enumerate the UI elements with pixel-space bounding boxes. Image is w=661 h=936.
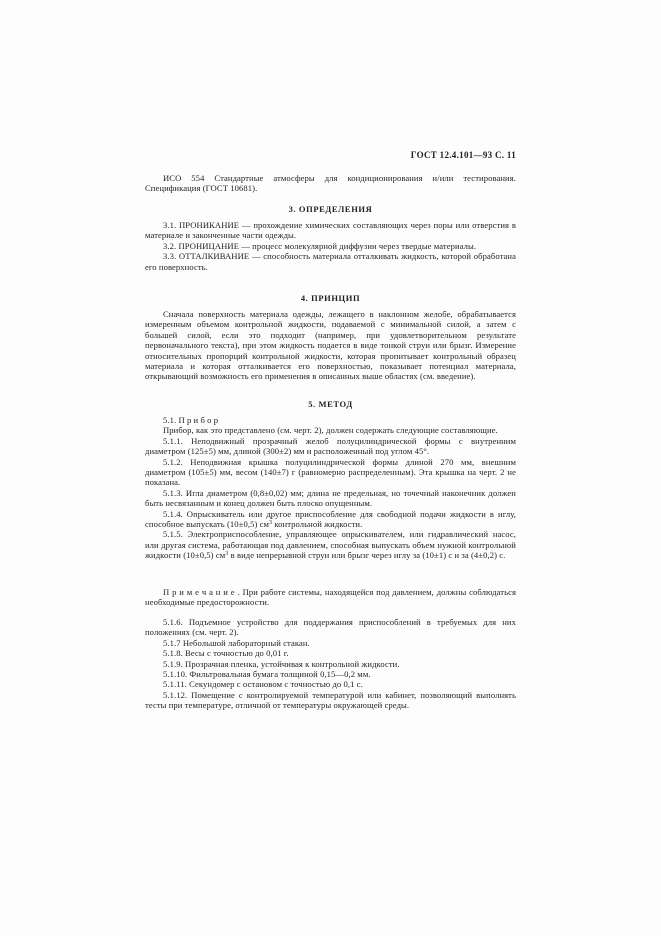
apparatus-heading [145, 415, 516, 425]
apparatus-intro: Прибор, как это представлено (см. черт. 2), должен содержать следующие составляющие. [163, 425, 498, 436]
intro-block [145, 173, 516, 194]
page-header: ГОСТ 12.4.101—93 С. 11 [410, 150, 516, 160]
item-5-1-9: 5.1.9. Прозрачная пленка, устойчивая к контрольной жидкости. [163, 658, 400, 669]
iso-reference: ИСО 554 Стандартные атмосферы для кондиционирования и/или тестирования. Спецификация (ГОСТ 10681). [145, 173, 516, 194]
principle-text: Сначала поверхность материала одежды, лежащего в наклонном желобе, обрабатывается измеренным объемом контрольной жидкости, подаваемой с минимальной силой, а затем с большей силой, если это подходит (например, при удовлетворительном результате первоначального текста), при этом жидкость подается в виде тонкой струи или брызг. Измерение относительных пропорций контрольной жидкости, которая пропитывает контрольный образец материала и которая отталкивается его поверхностью, показывает потенциал материала, открывающий возможность его применения в описанных выше областях (см. введение). [145, 309, 516, 382]
item-5-1-8: 5.1.8. Весы с точностью до 0,01 г. [163, 648, 289, 659]
note-label: П р и м е ч а н и е . [163, 587, 240, 597]
note-block [145, 587, 516, 608]
item-5-1-10: 5.1.10. Фильтровальная бумага толщиной 0,15—0,2 мм. [163, 669, 371, 680]
apparatus-label: 5.1. П р и б о р [163, 415, 219, 425]
item-5-1-6: 5.1.6. Подъемное устройство для поддержания приспособлений в требуемых для них положениях (см. черт. 2). [145, 617, 516, 638]
item-5-1-5-tail: в виде непрерывной струи или брызг через иглу за (10±1) с и за (4±0,2) с. [228, 550, 506, 561]
item-5-1-5 [145, 529, 516, 560]
item-5-1-7: 5.1.7 Небольшой лабораторный стакан. [163, 637, 310, 648]
section-3-body [145, 220, 516, 272]
section-5-body [145, 415, 516, 561]
definition-permeation: 3.2. ПРОНИЦАНИЕ — процесс молекулярной диффузии через твердые материалы. [163, 240, 477, 251]
item-5-1-11: 5.1.11. Секундомер с остановом с точностью до 0,1 с. [163, 679, 363, 690]
item-5-1-2: 5.1.2. Неподвижная крышка полуцилиндрической формы длиной 270 мм, внешним диаметром (105±5) мм, весом (140±7) г (равномерно распределенным). Эта крышка на черт. 2 не показана. [145, 456, 516, 488]
section-4-body [145, 309, 516, 382]
section-5-body-continued [145, 617, 516, 711]
item-5-1-4 [145, 509, 516, 530]
definition-penetration: 3.1. ПРОНИКАНИЕ — прохождение химических составляющих через поры или отверстия в материале и законченные части одежды. [145, 220, 516, 241]
definition-repellency: 3.3. ОТТАЛКИВАНИЕ — способность материала отталкивать жидкость, которой обработана его поверхность. [145, 251, 516, 272]
item-5-1-4-tail: контрольной жидкости. [272, 519, 363, 530]
item-5-1-12: 5.1.12. Помещение с контролируемой температурой или кабинет, позволяющий выполнять тесты при температуре, отличной от температуры окружающей среды. [145, 689, 516, 711]
item-5-1-5-superscript: 3 [225, 551, 229, 558]
section-3-title: 3. ОПРЕДЕЛЕНИЯ [288, 204, 373, 214]
note [145, 587, 516, 608]
section-5-title: 5. МЕТОД [308, 399, 353, 409]
section-4-title: 4. ПРИНЦИП [300, 293, 361, 303]
item-5-1-3: 5.1.3. Игла диаметром (0,8±0,02) мм; длина не предельная, но точечный наконечник должен быть несвязанным и конец должен быть плоско опущенным. [145, 487, 516, 509]
item-5-1-1: 5.1.1. Неподвижный прозрачный желоб полуцилиндрической формы с внутренним диаметром (125±5) мм, длиной (300±2) мм и расположенный под углом 45°. [145, 435, 516, 457]
item-5-1-4-superscript: 3 [269, 520, 273, 527]
item-5-1-4-text: 5.1.4. Опрыскиватель или другое приспособление для свободной подачи жидкости в иглу, способное выпускать (10±0,5) см [145, 508, 516, 530]
note-text: При работе системы, находящейся под давлением, должны соблюдаться необходимые предосторожности. [145, 587, 516, 608]
item-5-1-5-text: 5.1.5. Электроприспособление, управляющее опрыскивателем, или гидравлический насос, или другая система, работающая под давлением, способная выпускать объем нужной контрольной жидкости (10±0,5) см [145, 529, 516, 561]
